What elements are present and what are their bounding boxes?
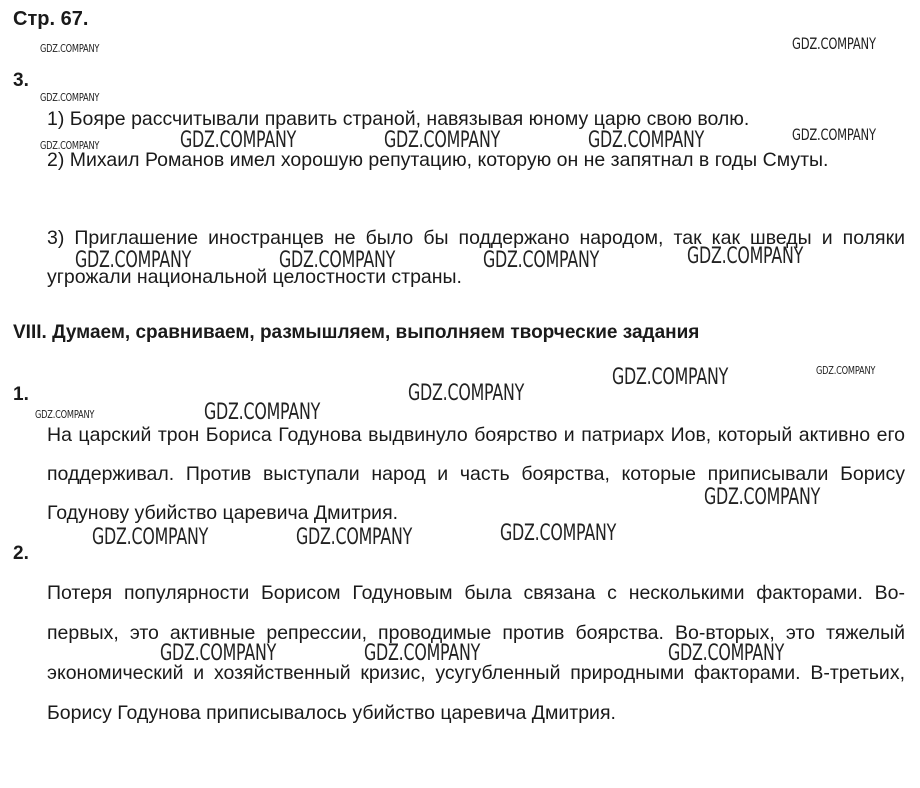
watermark: GDZ.COMPANY <box>687 244 804 269</box>
watermark: GDZ.COMPANY <box>279 248 396 273</box>
watermark: GDZ.COMPANY <box>35 408 95 421</box>
watermark: GDZ.COMPANY <box>296 525 413 550</box>
watermark: GDZ.COMPANY <box>704 485 821 510</box>
task-2-answer: Потеря популярности Борисом Годуновым была связана с несколькими факторами. Во-первых, это активные репрессии, проводимые против боярства. Во-вторых, это тяжелый экономический и хозяйственный кризис, усугубленный природными факторами. В-третьих, Борису Годунова приписывалось убийство царевича Дмитрия. <box>47 582 905 724</box>
task-1-answer: На царский трон Бориса Годунова выдвинуло боярство и патриарх Иов, который активно его поддерживал. Против выступали народ и часть боярства, которые приписывали Борису Годунову убийство царевича Дмитрия. <box>47 424 905 524</box>
watermark: GDZ.COMPANY <box>668 641 785 666</box>
watermark: GDZ.COMPANY <box>180 128 297 153</box>
watermark: GDZ.COMPANY <box>612 365 729 390</box>
watermark: GDZ.COMPANY <box>792 125 876 144</box>
watermark: GDZ.COMPANY <box>816 364 876 377</box>
watermark: GDZ.COMPANY <box>792 34 876 53</box>
section-title: VIII. Думаем, сравниваем, размышляем, выполняем творческие задания <box>13 322 700 343</box>
task-3-answer-3: 3) Приглашение иностранцев не было бы поддержано народом, так как шведы и поляки угрожали национальной целостности страны. <box>47 227 905 288</box>
watermark: GDZ.COMPANY <box>204 400 321 425</box>
watermark: GDZ.COMPANY <box>40 42 100 55</box>
watermark: GDZ.COMPANY <box>92 525 209 550</box>
watermark: GDZ.COMPANY <box>588 128 705 153</box>
watermark: GDZ.COMPANY <box>75 248 192 273</box>
watermark: GDZ.COMPANY <box>500 521 617 546</box>
page-number-heading: Стр. 67. <box>13 8 89 30</box>
task-3-answer-1: 1) Бояре рассчитывали править страной, навязывая юному царю свою волю. <box>47 108 750 130</box>
watermark: GDZ.COMPANY <box>160 641 277 666</box>
watermark: GDZ.COMPANY <box>40 139 100 152</box>
task-3-answer-2: 2) Михаил Романов имел хорошую репутацию, которую он не запятнал в годы Смуты. <box>47 149 829 171</box>
watermark: GDZ.COMPANY <box>384 128 501 153</box>
task-3-number: 3. <box>13 70 29 91</box>
watermark: GDZ.COMPANY <box>408 381 525 406</box>
watermark: GDZ.COMPANY <box>364 641 481 666</box>
watermark: GDZ.COMPANY <box>483 248 600 273</box>
task-1-number: 1. <box>13 384 29 405</box>
watermark: GDZ.COMPANY <box>40 91 100 104</box>
task-2-number: 2. <box>13 543 29 564</box>
